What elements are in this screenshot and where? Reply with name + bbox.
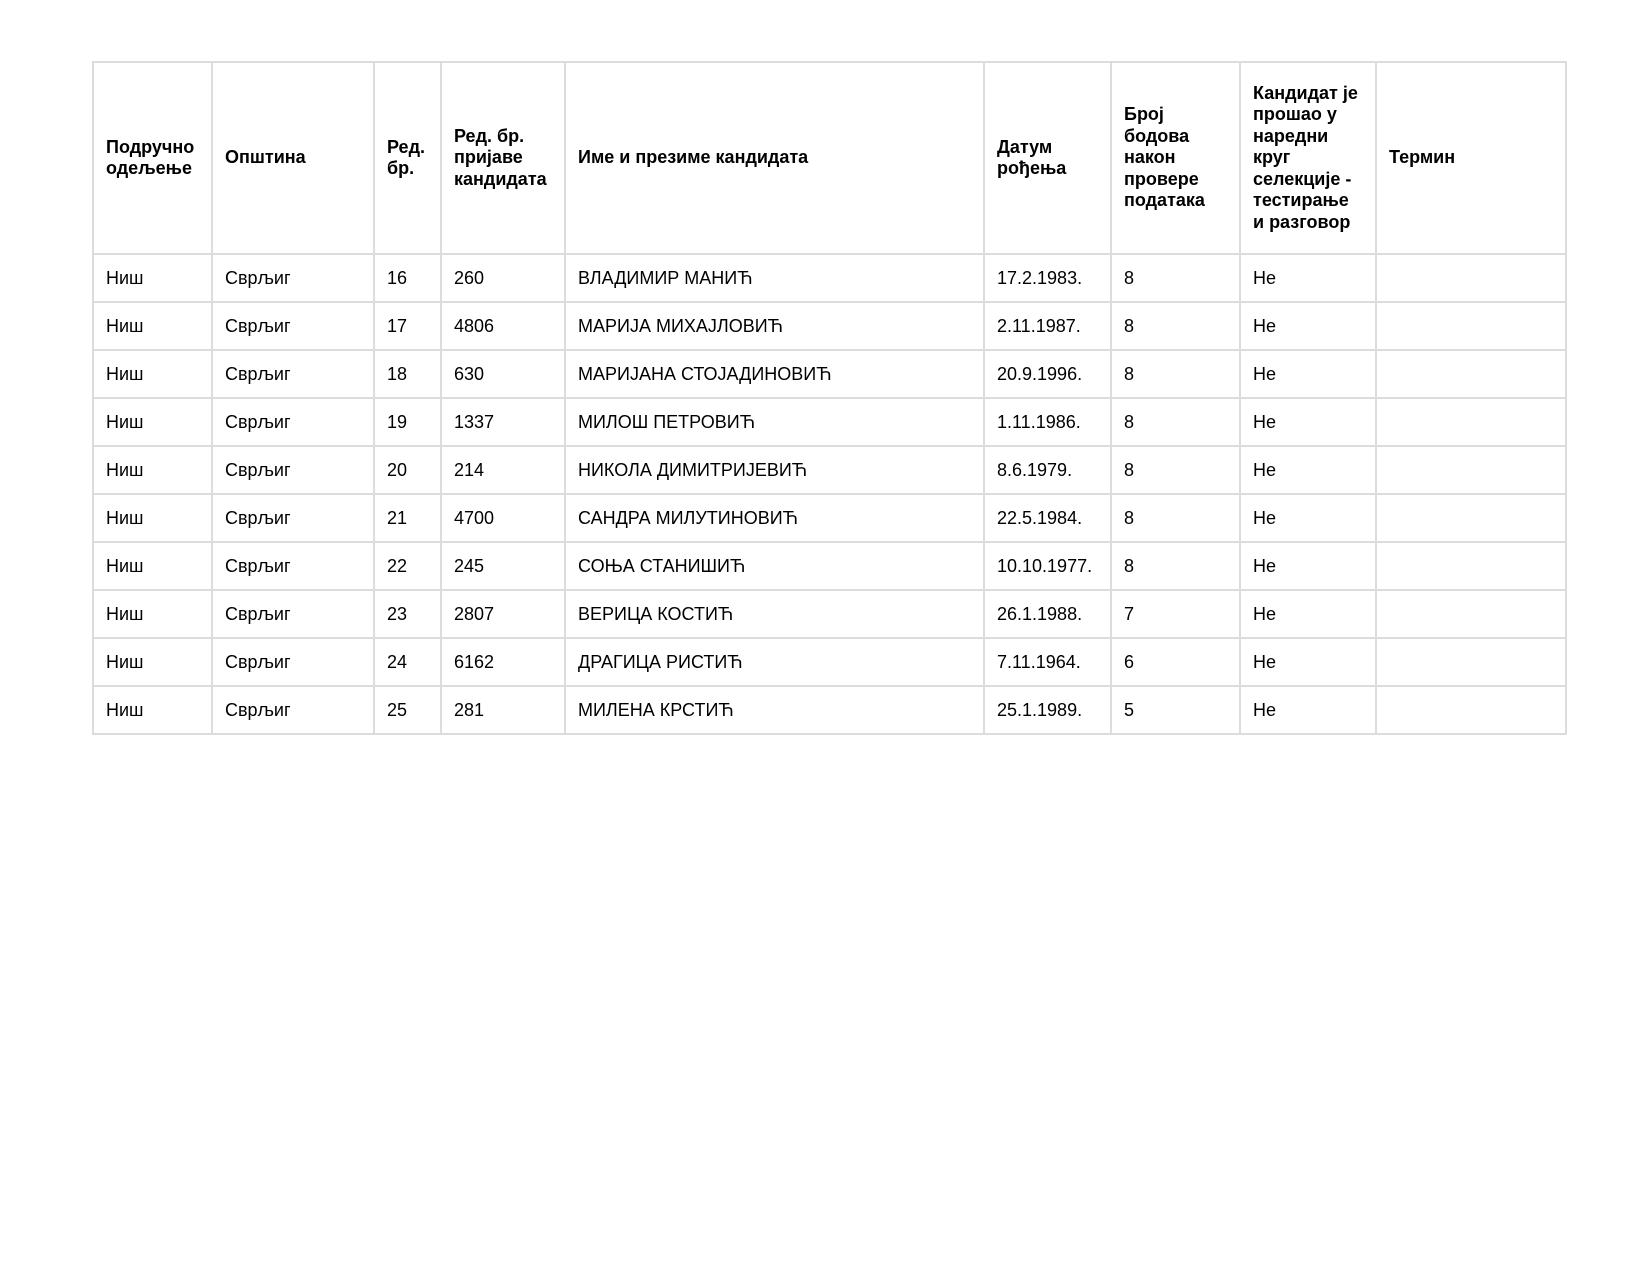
table-row (93, 254, 1566, 302)
cell-ordinal-number: 23 (374, 590, 441, 638)
cell-ordinal-number: 22 (374, 542, 441, 590)
cell-municipality: Сврљиг (212, 590, 374, 638)
cell-points: 8 (1111, 254, 1240, 302)
cell-appointment (1376, 590, 1566, 638)
cell-regional-unit: Ниш (93, 398, 212, 446)
cell-municipality: Сврљиг (212, 350, 374, 398)
cell-candidate-name: ВЕРИЦА КОСТИЋ (565, 590, 984, 638)
cell-passed-next-round: Не (1240, 590, 1376, 638)
cell-points: 6 (1111, 638, 1240, 686)
table-header (93, 62, 1566, 254)
cell-birth-date: 8.6.1979. (984, 446, 1111, 494)
cell-application-number: 245 (441, 542, 565, 590)
cell-candidate-name: ДРАГИЦА РИСТИЋ (565, 638, 984, 686)
cell-municipality: Сврљиг (212, 494, 374, 542)
cell-municipality: Сврљиг (212, 398, 374, 446)
cell-regional-unit: Ниш (93, 254, 212, 302)
cell-passed-next-round: Не (1240, 638, 1376, 686)
table-row (93, 494, 1566, 542)
header-candidate-name: Име и презиме кандидата (565, 62, 984, 254)
header-points: Број бодова након провере података (1111, 62, 1240, 254)
cell-passed-next-round: Не (1240, 254, 1376, 302)
cell-birth-date: 20.9.1996. (984, 350, 1111, 398)
cell-regional-unit: Ниш (93, 590, 212, 638)
cell-application-number: 1337 (441, 398, 565, 446)
cell-points: 8 (1111, 302, 1240, 350)
cell-municipality: Сврљиг (212, 446, 374, 494)
cell-ordinal-number: 21 (374, 494, 441, 542)
cell-municipality: Сврљиг (212, 542, 374, 590)
cell-appointment (1376, 302, 1566, 350)
cell-points: 8 (1111, 350, 1240, 398)
cell-ordinal-number: 16 (374, 254, 441, 302)
cell-candidate-name: МАРИЈА МИХАЈЛОВИЋ (565, 302, 984, 350)
cell-application-number: 214 (441, 446, 565, 494)
table-row (93, 638, 1566, 686)
header-birth-date: Датум рођења (984, 62, 1111, 254)
header-appointment: Термин (1376, 62, 1566, 254)
cell-municipality: Сврљиг (212, 302, 374, 350)
document-page (92, 61, 1565, 735)
cell-application-number: 630 (441, 350, 565, 398)
cell-candidate-name: МАРИЈАНА СТОЈАДИНОВИЋ (565, 350, 984, 398)
cell-regional-unit: Ниш (93, 542, 212, 590)
cell-points: 5 (1111, 686, 1240, 734)
cell-birth-date: 26.1.1988. (984, 590, 1111, 638)
cell-birth-date: 25.1.1989. (984, 686, 1111, 734)
candidates-table (92, 61, 1567, 735)
cell-birth-date: 1.11.1986. (984, 398, 1111, 446)
cell-passed-next-round: Не (1240, 542, 1376, 590)
header-row (93, 62, 1566, 254)
header-municipality: Општина (212, 62, 374, 254)
cell-appointment (1376, 542, 1566, 590)
table-row (93, 542, 1566, 590)
cell-candidate-name: МИЛОШ ПЕТРОВИЋ (565, 398, 984, 446)
table-row (93, 350, 1566, 398)
cell-application-number: 260 (441, 254, 565, 302)
cell-points: 8 (1111, 542, 1240, 590)
cell-municipality: Сврљиг (212, 686, 374, 734)
table-row (93, 302, 1566, 350)
cell-birth-date: 10.10.1977. (984, 542, 1111, 590)
cell-ordinal-number: 25 (374, 686, 441, 734)
cell-regional-unit: Ниш (93, 494, 212, 542)
cell-points: 8 (1111, 446, 1240, 494)
cell-birth-date: 7.11.1964. (984, 638, 1111, 686)
cell-municipality: Сврљиг (212, 638, 374, 686)
header-ordinal-number: Ред. бр. (374, 62, 441, 254)
cell-appointment (1376, 494, 1566, 542)
cell-points: 8 (1111, 494, 1240, 542)
cell-points: 8 (1111, 398, 1240, 446)
cell-passed-next-round: Не (1240, 302, 1376, 350)
cell-birth-date: 22.5.1984. (984, 494, 1111, 542)
cell-ordinal-number: 20 (374, 446, 441, 494)
cell-passed-next-round: Не (1240, 446, 1376, 494)
cell-passed-next-round: Не (1240, 686, 1376, 734)
cell-regional-unit: Ниш (93, 638, 212, 686)
cell-passed-next-round: Не (1240, 494, 1376, 542)
cell-application-number: 2807 (441, 590, 565, 638)
table-row (93, 446, 1566, 494)
cell-candidate-name: МИЛЕНА КРСТИЋ (565, 686, 984, 734)
cell-candidate-name: ВЛАДИМИР МАНИЋ (565, 254, 984, 302)
table-row (93, 686, 1566, 734)
cell-appointment (1376, 446, 1566, 494)
cell-regional-unit: Ниш (93, 686, 212, 734)
table-body (93, 254, 1566, 734)
cell-application-number: 4700 (441, 494, 565, 542)
cell-ordinal-number: 24 (374, 638, 441, 686)
header-application-number: Ред. бр. пријаве кандидата (441, 62, 565, 254)
cell-appointment (1376, 638, 1566, 686)
cell-candidate-name: НИКОЛА ДИМИТРИЈЕВИЋ (565, 446, 984, 494)
table-row (93, 590, 1566, 638)
cell-birth-date: 17.2.1983. (984, 254, 1111, 302)
cell-birth-date: 2.11.1987. (984, 302, 1111, 350)
cell-application-number: 281 (441, 686, 565, 734)
cell-regional-unit: Ниш (93, 302, 212, 350)
cell-ordinal-number: 19 (374, 398, 441, 446)
cell-appointment (1376, 686, 1566, 734)
cell-points: 7 (1111, 590, 1240, 638)
cell-regional-unit: Ниш (93, 446, 212, 494)
cell-candidate-name: СОЊА СТАНИШИЋ (565, 542, 984, 590)
cell-passed-next-round: Не (1240, 398, 1376, 446)
cell-ordinal-number: 17 (374, 302, 441, 350)
cell-candidate-name: САНДРА МИЛУТИНОВИЋ (565, 494, 984, 542)
cell-appointment (1376, 254, 1566, 302)
cell-appointment (1376, 398, 1566, 446)
cell-appointment (1376, 350, 1566, 398)
cell-application-number: 4806 (441, 302, 565, 350)
header-passed-next-round: Кандидат је прошао у наредни круг селекције - тестирање и разговор (1240, 62, 1376, 254)
table-row (93, 398, 1566, 446)
cell-application-number: 6162 (441, 638, 565, 686)
cell-regional-unit: Ниш (93, 350, 212, 398)
cell-municipality: Сврљиг (212, 254, 374, 302)
cell-passed-next-round: Не (1240, 350, 1376, 398)
header-regional-unit: Подручно одељење (93, 62, 212, 254)
cell-ordinal-number: 18 (374, 350, 441, 398)
